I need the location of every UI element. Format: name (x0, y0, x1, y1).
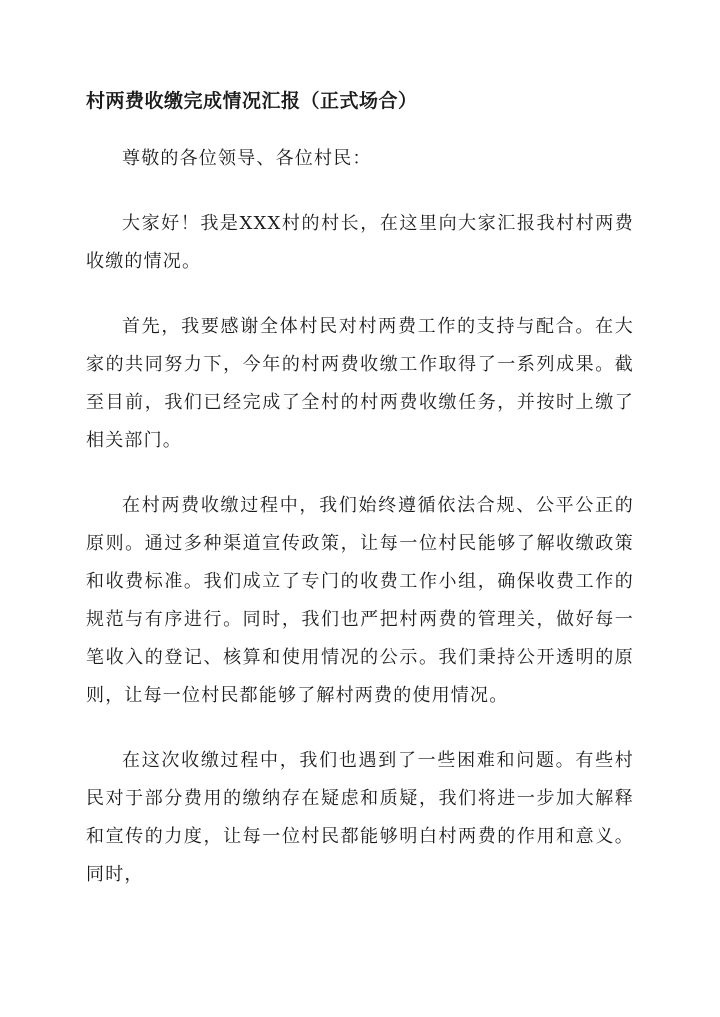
process-paragraph: 在村两费收缴过程中，我们始终遵循依法合规、公平公正的原则。通过多种渠道宣传政策，让每一位村民能够了解收缴政策和收费标准。我们成立了专门的收费工作小组，确保收费工作的规范与有序进行。同时，我们也严把村两费的管理关，做好每一笔收入的登记、核算和使用情况的公示。我们秉持公开透明的原则，让每一位村民都能够了解村两费的使用情况。 (86, 495, 634, 706)
greeting-paragraph: 大家好！我是XXX村的村长，在这里向大家汇报我村村两费收缴的情况。 (86, 213, 634, 272)
document-body (86, 140, 634, 894)
document-title: 村两费收缴完成情况汇报（正式场合） (86, 90, 418, 112)
thanks-paragraph: 首先，我要感谢全体村民对村两费工作的支持与配合。在大家的共同努力下，今年的村两费收缴工作取得了一系列成果。截至目前，我们已经完成了全村的村两费收缴任务，并按时上缴了相关部门。 (86, 316, 634, 451)
salutation-paragraph: 尊敬的各位领导、各位村民： (122, 148, 372, 169)
problems-paragraph: 在这次收缴过程中，我们也遇到了一些困难和问题。有些村民对于部分费用的缴纳存在疑虑和质疑，我们将进一步加大解释和宣传的力度，让每一位村民都能够明白村两费的作用和意义。同时， (86, 750, 634, 885)
